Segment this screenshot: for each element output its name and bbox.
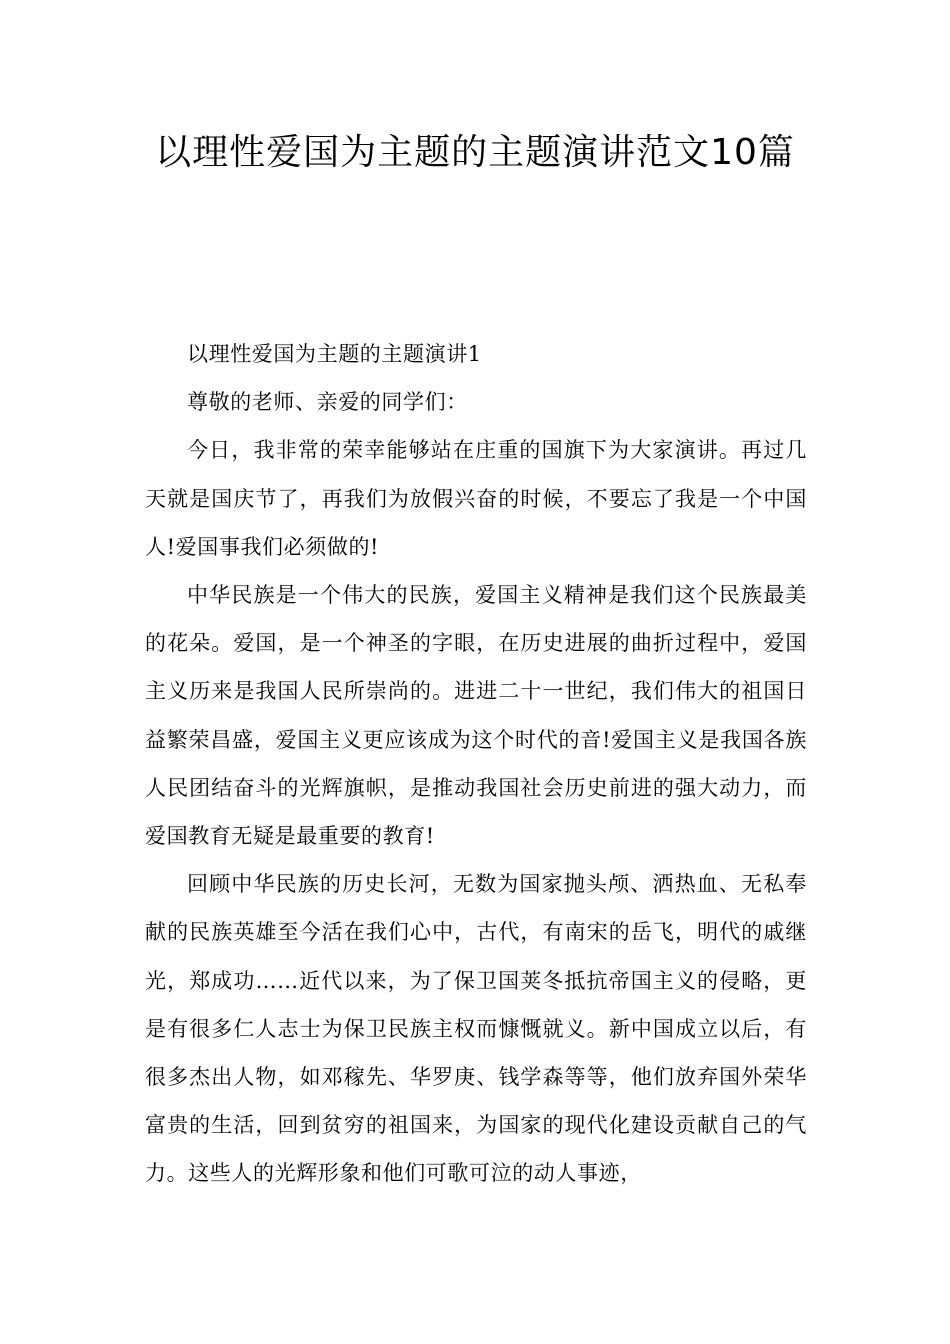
document-title: 以理性爱国为主题的主题演讲范文10篇 (155, 132, 795, 173)
body-paragraph: 中华民族是一个伟大的民族，爱国主义精神是我们这个民族最美的花朵。爱国，是一个神圣的字眼，在历史进展的曲折过程中，爱国主义历来是我国人民所崇尚的。进进二十一世纪，我们伟大的祖国日益繁荣昌盛，爱国主义更应该成为这个时代的音!爱国主义是我国各族人民团结奋斗的光辉旗帜，是推动我国社会历史前进的强大动力，而爱国教育无疑是最重要的教育! (145, 583, 807, 849)
document-body (145, 330, 807, 1198)
body-paragraph: 回顾中华民族的历史长河，无数为国家抛头颅、洒热血、无私奉献的民族英雄至今活在我们心中，古代，有南宋的岳飞，明代的戚继光，郑成功……近代以来，为了保卫国荚冬抵抗帝国主义的侵略，更是有很多仁人志士为保卫民族主权而慷慨就义。新中国成立以后，有很多杰出人物，如邓稼先、华罗庚、钱学森等等，他们放弃国外荣华富贵的生活，回到贫穷的祖国来，为国家的现代化建设贡献自己的气力。这些人的光辉形象和他们可歌可泣的动人事迹， (145, 872, 807, 1186)
salutation: 尊敬的老师、亲爱的同学们： (187, 390, 468, 415)
speech-heading: 以理性爱国为主题的主题演讲1 (187, 342, 482, 366)
body-paragraph: 今日，我非常的荣幸能够站在庄重的国旗下为大家演讲。再过几天就是国庆节了，再我们为放假兴奋的时候，不要忘了我是一个中国人!爱国事我们必须做的! (145, 438, 807, 559)
